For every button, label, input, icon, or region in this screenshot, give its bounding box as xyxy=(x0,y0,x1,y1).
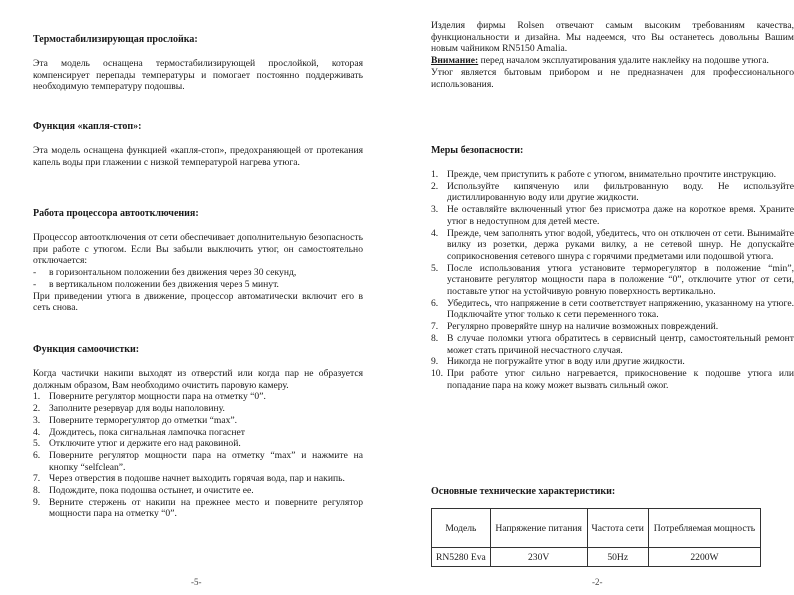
list-item: 6. Убедитесь, что напряжение в сети соответствует напряжению, указанному на утюге. Подключайте утюг только к сети переменного тока. xyxy=(431,297,794,321)
warning-paragraph xyxy=(431,55,794,67)
list-item: 2. Используйте кипяченую или фильтрованную воду. Не используйте дистиллированную воду или другие жидкости. xyxy=(431,180,794,204)
list-item: 10. При работе утюг сильно нагревается, прикосновение к подошве утюга или попадание пара на кожу может вызвать сильный ожог. xyxy=(431,367,794,391)
list-item: 4. Дождитесь, пока сигнальная лампочка погаснет xyxy=(33,426,245,438)
specs-table xyxy=(431,508,761,567)
section-title-drip-stop: Функция «капля-стоп»: xyxy=(33,121,142,132)
table-header-cell: Напряжение питания xyxy=(490,509,587,548)
list-item: 9. Никогда не погружайте утюг в воду или другие жидкости. xyxy=(431,356,685,368)
section-text-drip-stop: Эта модель оснащена функцией «капля-стоп», предохраняющей от протекания капель воды при глажении с низкой температурой нагрева утюга. xyxy=(33,145,363,168)
safety-list xyxy=(431,169,794,391)
section-text-auto-off-2: При приведении утюга в движение, процессор автоматически включит его в сеть снова. xyxy=(33,290,363,314)
household-note: Утюг является бытовым прибором и не предназначен для профессионального использования. xyxy=(431,66,794,90)
list-item: 1. Поверните регулятор мощности пара на отметку “0”. xyxy=(33,391,266,403)
table-header-row xyxy=(432,509,761,548)
section-title-auto-off: Работа процессора автоотключения: xyxy=(33,208,199,219)
section-self-clean-body xyxy=(33,368,363,520)
table-header-cell: Потребляемая мощность xyxy=(648,509,760,548)
safety-title: Меры безопасности: xyxy=(431,145,524,156)
list-item: 3. Не оставляйте включенный утюг без присмотра даже на короткое время. Храните утюг в недоступном для детей месте. xyxy=(431,204,794,227)
list-item: 3. Поверните терморегулятор до отметки “max”. xyxy=(33,414,238,426)
list-item: 2. Заполните резервуар для воды наполовину. xyxy=(33,403,225,415)
warning-text: перед началом эксплуатирования удалите наклейку на подошве утюга. xyxy=(478,55,769,67)
section-title-self-clean: Функция самоочистки: xyxy=(33,344,140,355)
page-number-left: -5- xyxy=(191,577,202,587)
list-item: 6. Поверните регулятор мощности пара на отметку “max” и нажмите на кнопку “selfclean”. xyxy=(33,449,363,473)
specs-title: Основные технические характеристики: xyxy=(431,486,616,497)
list-item: - в горизонтальном положении без движения через 30 секунд, xyxy=(33,267,297,279)
intro-block xyxy=(431,20,794,90)
section-auto-off-body xyxy=(33,232,363,314)
table-header-cell: Модель xyxy=(432,509,491,548)
table-cell: 50Hz xyxy=(587,548,648,567)
section-title-thermo: Термостабилизирующая прослойка: xyxy=(33,34,198,45)
section-text-thermo: Эта модель оснащена термостабилизирующей прослойкой, которая компенсирует перепады температуры и помогает постоянно поддерживать необходимую температуру подошвы. xyxy=(33,58,363,93)
list-item: 8. Подождите, пока подошва остынет, и очистите ее. xyxy=(33,485,254,497)
list-item: 4. Прежде, чем заполнять утюг водой, убедитесь, что он отключен от сети. Вынимайте вилку из розетки, держа руками вилку, а не сетевой шнур. Не допускайте соприкосновения сетевого шнура с горячими предметами или подошвой утюга. xyxy=(431,227,794,262)
section-text-auto-off: Процессор автоотключения от сети обеспечивает дополнительную безопасность при работе с утюгом. Если Вы забыли выключить утюг, он самостоятельно отключается: xyxy=(33,232,363,267)
list-item: 1. Прежде, чем приступить к работе с утюгом, внимательно прочтите инструкцию. xyxy=(431,169,777,180)
page-number-right: -2- xyxy=(592,577,603,587)
list-item: 5. После использования утюга установите терморегулятор в положение “min”, установите регулятор мощности пара в положение “0”, отключите утюг от сети, поставьте утюг на устойчивую ровную поверхность вертикально. xyxy=(431,262,794,298)
warning-label: Внимание: xyxy=(431,55,479,67)
table-cell: RN5280 Eva xyxy=(432,548,491,567)
table-cell: 2200W xyxy=(648,548,760,567)
table-header-cell: Частота сети xyxy=(587,509,648,548)
intro-text: Изделия фирмы Rolsen отвечают самым высоким требованиям качества, функциональности и дизайна. Мы надеемся, что Вы останетесь довольны Вашим новым чайником RN5150 Amalia. xyxy=(431,20,794,55)
section-text-self-clean: Когда частички накипи выходят из отверстий или когда пар не образуется должным образом, Вам необходимо очистить паровую камеру. xyxy=(33,368,363,391)
list-item: 7. Регулярно проверяйте шнур на наличие возможных повреждений. xyxy=(431,321,719,333)
list-item: 7. Через отверстия в подошве начнет выходить горячая вода, пар и накипь. xyxy=(33,473,345,485)
list-item: 9. Верните стержень от накипи на прежнее место и поверните регулятор мощности пара на отметку “0”. xyxy=(33,496,363,520)
list-item: 8. В случае поломки утюга обратитесь в сервисный центр, самостоятельный ремонт может стать причиной несчастного случая. xyxy=(431,332,794,356)
list-item: 5. Отключите утюг и держите его над раковиной. xyxy=(33,438,241,450)
list-item: - в вертикальном положении без движения через 5 минут. xyxy=(33,278,279,290)
table-cell: 230V xyxy=(490,548,587,567)
table-row xyxy=(432,548,761,567)
